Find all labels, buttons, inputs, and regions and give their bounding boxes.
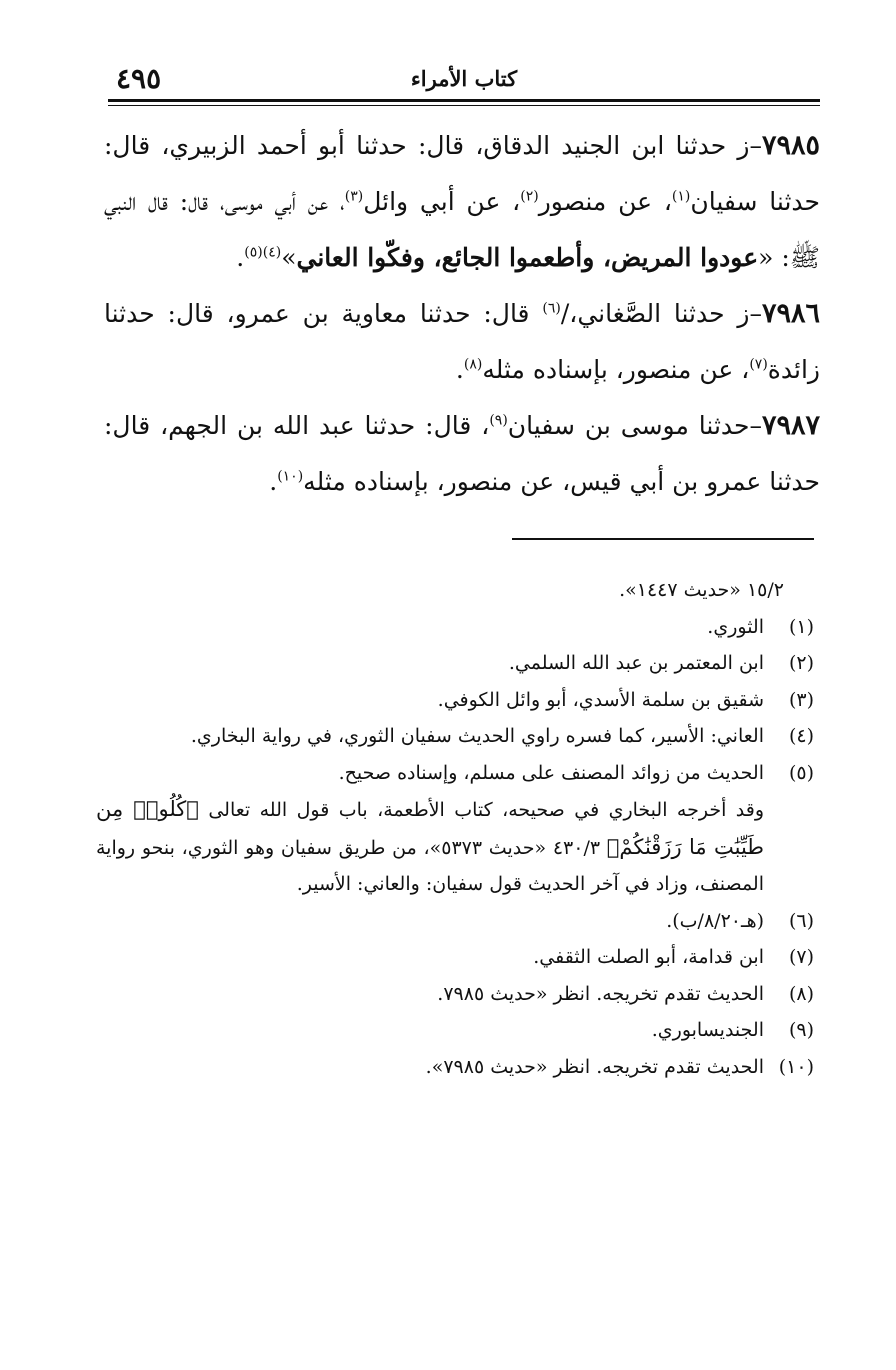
running-title: كتاب الأمراء (410, 66, 518, 91)
footnote-ref: (١) (671, 188, 691, 205)
quote-close: » (281, 243, 297, 272)
hadith-number: ٧٩٨٦ (761, 298, 820, 329)
header-rule-thick (108, 99, 820, 102)
hadith-chain: –حدثنا موسى بن سفيان (507, 411, 762, 440)
footnote-number: (٧) (788, 946, 814, 968)
footnote-number: (٦) (788, 909, 814, 932)
footnote-ref: (٥) (244, 244, 263, 261)
hadith-chain: ، قال: حدثنا عبد الله بن الجهم، قال: حدثنا عمرو بن أبي قيس، عن منصور، بإسناده مثله (104, 411, 820, 496)
footnote-number: (٢) (788, 652, 814, 674)
footnote-number: (٨) (788, 982, 814, 1005)
footnote-2 (96, 645, 814, 682)
footnote-5 (96, 755, 814, 792)
page-header (108, 62, 820, 96)
footnote-text: ابن قدامة، أبو الصلت الثقفي. (533, 946, 764, 968)
footnote-ref: (٤) (262, 244, 282, 261)
footnote-text: الجنديسابوري. (651, 1019, 764, 1041)
footnote-number: (٥) (788, 761, 814, 784)
footnote-7 (96, 939, 814, 976)
footnote-text: الثوري. (707, 615, 764, 638)
footnote-text: ابن المعتمر بن عبد الله السلمي. (508, 652, 764, 674)
footnote-ref: (٧) (749, 356, 768, 373)
footnote-9 (96, 1012, 814, 1049)
footnote-10 (96, 1049, 814, 1086)
quran-verse: ﴿كُلُوا۟ مِن طَيِّبَٰتِ مَا رَزَقْنَٰكُمْ﴾ (96, 797, 765, 859)
footnote-5-continuation (96, 791, 814, 903)
footnote-number: (٩) (788, 1019, 814, 1041)
footnote-3 (96, 682, 814, 719)
footnote-6 (96, 903, 814, 940)
hadith-end: . (269, 467, 278, 496)
footnote-text: وقد أخرجه البخاري في صحيحه، كتاب الأطعمة، باب قول الله تعالى (198, 799, 764, 821)
footnote-text: الحديث تقدم تخريجه. انظر «حديث ٧٩٨٥. (437, 982, 764, 1005)
footnote-ref: (٩) (489, 412, 508, 429)
footnote-separator (512, 538, 814, 540)
footnote-text: الحديث من زوائد المصنف على مسلم، وإسناده صحيح. (338, 761, 764, 784)
hadith-7987 (104, 398, 820, 510)
hadith-number: ٧٩٨٧ (761, 410, 820, 441)
hadith-7986 (104, 286, 820, 398)
hadith-chain: ، عن أبي وائل (363, 187, 521, 216)
footnote-4 (96, 718, 814, 755)
hadith-7985 (104, 118, 820, 286)
footnote-ref: (٨) (463, 356, 483, 373)
main-text (104, 118, 820, 510)
header-rule-thin (108, 105, 820, 106)
hadith-chain: –ز حدثنا ابن الجنيد الدقاق، قال: حدثنا أبو أحمد الزبيري، قال: حدثنا سفيان (104, 131, 820, 216)
footnote-1 (96, 609, 814, 646)
hadith-matn: عودوا المريض، وأطعموا الجائع، وفكّوا العاني (296, 243, 759, 272)
footnote-ref: (٣) (344, 188, 364, 205)
footnote-text: الحديث تقدم تخريجه. انظر «حديث ٧٩٨٥». (425, 1055, 764, 1078)
footnotes (96, 572, 814, 1085)
hadith-end: . (455, 355, 464, 384)
footnote-number: (١) (788, 615, 814, 638)
footnote-number: (٤) (788, 725, 814, 747)
footnote-ref: (٢) (520, 188, 539, 205)
hadith-chain: قال: حدثنا معاوية بن عمرو، قال: حدثنا زائدة (104, 299, 820, 384)
footnote-text: (هـ٨/٢٠/ب). (666, 909, 764, 932)
page-number: ٤٩٥ (116, 62, 162, 95)
footnote-8 (96, 976, 814, 1013)
footnote-text: شقيق بن سلمة الأسدي، أبو وائل الكوفي. (437, 688, 764, 711)
footnote-text: العاني: الأسير، كما فسره راوي الحديث سفيان الثوري، في رواية البخاري. (190, 725, 764, 747)
footnote-text: ٤٣٠/٣ «حديث ٥٣٧٣»، من طريق سفيان وهو الثوري، بنحو رواية المصنف، وزاد في آخر الحديث قول سفيان: والعاني: الأسير. (96, 836, 764, 895)
hadith-chain: ، عن منصور، بإسناده مثله (482, 355, 750, 384)
hadith-number: ٧٩٨٥ (761, 130, 820, 161)
footnote-source: ١٥/٢ «حديث ١٤٤٧». (619, 579, 784, 601)
footnote-number: (١٠) (778, 1055, 814, 1078)
hadith-chain: ، عن أبي موسى، قال: قال النبي ﷺ: « (104, 187, 820, 272)
hadith-chain: –ز حدثنا الصَّغاني،/ (560, 299, 762, 328)
hadith-chain: ، عن منصور (538, 187, 672, 216)
footnote-ref: (١٠) (277, 468, 304, 485)
hadith-end: . (236, 243, 245, 272)
footnote-ref: (٦) (542, 300, 561, 317)
footnote-number: (٣) (788, 688, 814, 711)
